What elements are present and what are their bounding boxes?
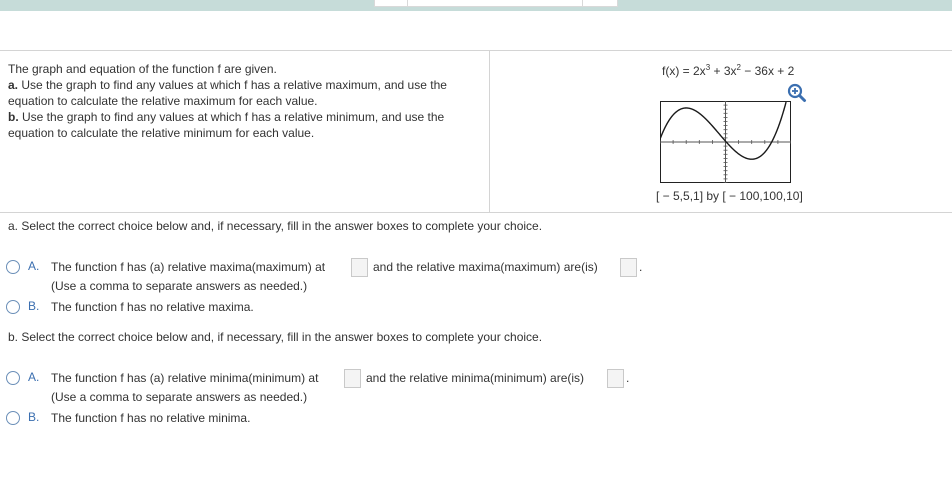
zoom-in-icon[interactable] bbox=[787, 83, 807, 103]
answer-box-max-x[interactable] bbox=[351, 258, 368, 277]
tab-strip[interactable] bbox=[374, 0, 618, 7]
part-b-prompt: b. Select the correct choice below and, if necessary, fill in the answer boxes to complete your choice. bbox=[8, 330, 543, 344]
radio-button[interactable] bbox=[6, 260, 20, 274]
section-divider-top bbox=[0, 50, 952, 51]
problem-intro: The graph and equation of the function f are given. bbox=[8, 62, 277, 76]
viewing-window: [ − 5,5,1] by [ − 100,100,10] bbox=[656, 189, 803, 203]
part-a-choice-a-text2: and the relative maxima(maximum) are(is) bbox=[373, 260, 598, 274]
part-a-choice-a-note: (Use a comma to separate answers as needed.) bbox=[51, 279, 308, 293]
part-b-line1: Use the graph to find any values at which f has a relative minimum, and use the bbox=[18, 110, 445, 124]
problem-statement bbox=[8, 61, 486, 141]
period: . bbox=[639, 260, 643, 274]
tab-divider bbox=[582, 0, 583, 6]
problem-part-b bbox=[8, 109, 486, 125]
answer-box-max-value[interactable] bbox=[620, 258, 637, 277]
part-b-choice-a-text2: and the relative minima(minimum) are(is) bbox=[366, 371, 585, 385]
radio-button[interactable] bbox=[6, 371, 20, 385]
function-graph[interactable] bbox=[660, 101, 791, 183]
choice-letter: B. bbox=[28, 299, 40, 313]
choice-letter: A. bbox=[28, 370, 40, 384]
function-equation bbox=[662, 64, 794, 78]
part-a-prompt: a. Select the correct choice below and, if necessary, fill in the answer boxes to complete your choice. bbox=[8, 219, 543, 233]
radio-button[interactable] bbox=[6, 411, 20, 425]
radio-button[interactable] bbox=[6, 300, 20, 314]
part-a-line2: equation to calculate the relative maximum for each value. bbox=[8, 94, 318, 108]
part-a-choice-b-text: The function f has no relative maxima. bbox=[51, 300, 254, 314]
part-a-line1: Use the graph to find any values at which f has a relative maximum, and use the bbox=[18, 78, 447, 92]
eq-mid: + 3x bbox=[710, 64, 737, 78]
answer-box-min-value[interactable] bbox=[607, 369, 624, 388]
tab-divider bbox=[407, 0, 408, 6]
part-b-choice-a-note: (Use a comma to separate answers as needed.) bbox=[51, 390, 308, 404]
section-divider-bottom bbox=[0, 212, 952, 213]
problem-part-a bbox=[8, 77, 486, 93]
part-b-line2: equation to calculate the relative minimum for each value. bbox=[8, 126, 315, 140]
part-a-choice-a-text1: The function f has (a) relative maxima(maximum) at bbox=[51, 260, 326, 274]
eq-prefix: f(x) = 2x bbox=[662, 64, 706, 78]
eq-suffix: − 36x + 2 bbox=[740, 64, 795, 78]
column-divider bbox=[489, 50, 490, 212]
choice-letter: B. bbox=[28, 410, 40, 424]
part-b-label: b. bbox=[8, 110, 19, 124]
period: . bbox=[626, 371, 630, 385]
exponent-3: 3 bbox=[705, 63, 711, 72]
choice-letter: A. bbox=[28, 259, 40, 273]
part-b-choice-b-text: The function f has no relative minima. bbox=[51, 411, 251, 425]
part-a-label: a. bbox=[8, 78, 19, 92]
answer-box-min-x[interactable] bbox=[344, 369, 361, 388]
part-b-choice-a-text1: The function f has (a) relative minima(minimum) at bbox=[51, 371, 319, 385]
exponent-2: 2 bbox=[736, 63, 741, 72]
